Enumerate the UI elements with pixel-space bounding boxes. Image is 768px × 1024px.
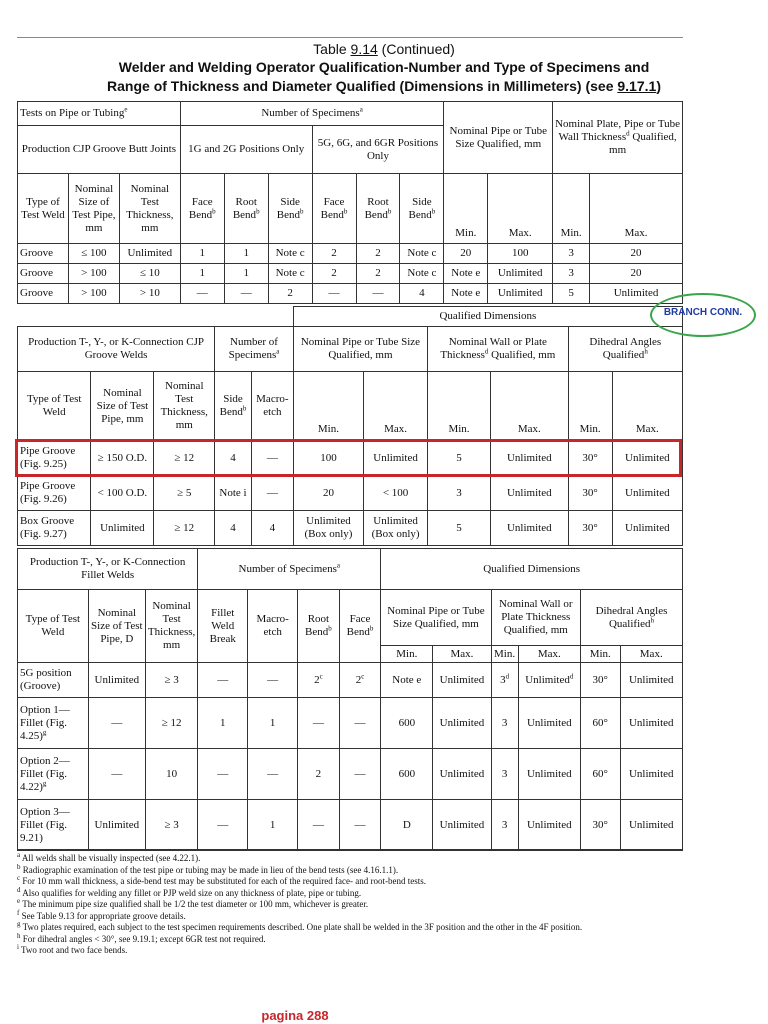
cell-type: Option 2— Fillet (Fig. 4.22)$^g$: [18, 749, 89, 800]
col-min: Min.: [491, 646, 518, 663]
cell-side: 4: [215, 441, 252, 476]
cell-dmin: 30°: [568, 441, 612, 476]
footnote: $^d$ Also qualifies for welding any fillet or PJP weld size on any thickness of plate, pipe or tubing.: [17, 885, 362, 898]
tests-on-header: Tests on Pipe or Tubing$^e$: [18, 102, 181, 126]
cell-pipe-max: 100: [488, 244, 553, 264]
cell-macro: 1: [248, 800, 298, 851]
cell-wmin: 5: [428, 511, 491, 546]
highlight-box: [15, 439, 682, 477]
cell-side-bend: 4: [400, 284, 444, 304]
cell-fillet: —: [198, 663, 248, 698]
wall-thickness-header: Nominal Wall or Plate Thickness$^d$ Qualified, mm: [428, 327, 569, 372]
pipe-size-header: Nominal Pipe or Tube Size Qualified, mm: [381, 590, 491, 646]
footnotes: [17, 853, 697, 957]
cell-nom-thk: > 10: [119, 284, 180, 304]
top-rule: [17, 37, 683, 38]
col-min: Min.: [293, 372, 363, 441]
cell-macro: 4: [251, 511, 293, 546]
col-nom-thk: Nominal Test Thickness, mm: [145, 590, 197, 663]
cell-face: —: [339, 800, 381, 851]
cell-pmin: Unlimited (Box only): [293, 511, 363, 546]
table-row: [18, 476, 683, 511]
col-max: Max.: [488, 174, 553, 244]
cell-root-bend: —: [224, 284, 268, 304]
table-body: [18, 663, 683, 851]
cell-pmin: D: [381, 800, 433, 851]
cell-size: < 100 O.D.: [91, 476, 154, 511]
cell-side: 4: [215, 511, 252, 546]
cell-dmin: 30°: [568, 511, 612, 546]
cell-face-bend: 1: [180, 264, 224, 284]
col-max: Max.: [364, 372, 428, 441]
col-type: Type of Test Weld: [18, 174, 69, 244]
cell-thk: ≥ 12: [154, 441, 215, 476]
cell-nom-size: > 100: [68, 264, 119, 284]
cell-wmin: 3: [491, 698, 518, 749]
cell-wmax: Unlimited: [518, 800, 580, 851]
cjp-groove-table: [17, 306, 683, 546]
table-header: [0, 40, 768, 96]
cell-root-bend: 2: [356, 264, 400, 284]
cell-face: 2$^c$: [339, 663, 381, 698]
page-number: pagina 288: [261, 1008, 329, 1023]
col-face-bend: Face Bend$^b$: [180, 174, 224, 244]
col-face-bend: Face Bend$^b$: [312, 174, 356, 244]
cell-thk: ≥ 3: [145, 663, 197, 698]
cell-fillet: —: [198, 800, 248, 851]
cell-face-bend: 1: [180, 244, 224, 264]
cell-root: —: [298, 800, 340, 851]
col-nom-size: Nominal Size of Test Pipe, D: [88, 590, 145, 663]
col-side-bend: Side Bend$^b$: [215, 372, 252, 441]
cell-thk-min: 3: [553, 264, 590, 284]
cell-thk: ≥ 5: [154, 476, 215, 511]
production-header: Production T-, Y-, or K-Connection Fillet Welds: [18, 549, 198, 590]
table-row: [18, 284, 683, 304]
cell-thk-max: Unlimited: [590, 284, 683, 304]
col-nom-thk: Nominal Test Thickness, mm: [154, 372, 215, 441]
table-row: [18, 663, 683, 698]
col-nom-size: Nominal Size of Test Pipe, mm: [68, 174, 119, 244]
cell-root: 2$^c$: [298, 663, 340, 698]
num-specimens-header: Number of Specimens$^a$: [198, 549, 381, 590]
wall-thickness-header: Nominal Wall or Plate Thickness Qualified, mm: [491, 590, 580, 646]
cell-pmin: 600: [381, 749, 433, 800]
table-body: [18, 244, 683, 304]
table-title-line1: Welder and Welding Operator Qualification-Number and Type of Specimens and: [118, 59, 650, 75]
cell-wmin: 3: [491, 749, 518, 800]
cell-pmax: Unlimited: [433, 800, 491, 851]
cell-wmin: 5: [428, 441, 491, 476]
qualified-dimensions-header: Qualified Dimensions: [381, 549, 683, 590]
cell-thk: ≥ 12: [154, 511, 215, 546]
cell-dmin: 30°: [568, 476, 612, 511]
cell-pmax: Unlimited: [433, 698, 491, 749]
cell-side-bend: Note c: [268, 244, 312, 264]
cell-dmax: Unlimited: [620, 800, 683, 851]
table-row: [18, 800, 683, 851]
cell-nom-thk: ≤ 10: [119, 264, 180, 284]
cell-face: —: [339, 749, 381, 800]
cell-wmax: Unlimited: [490, 476, 568, 511]
cell-thk-min: 3: [553, 244, 590, 264]
table-row: [18, 244, 683, 264]
cell-type: Groove: [18, 284, 69, 304]
cell-root: 2: [298, 749, 340, 800]
cell-pipe-min: Note e: [444, 264, 488, 284]
cell-dmax: Unlimited: [612, 476, 682, 511]
num-specimens-header: Number of Specimens$^a$: [180, 102, 444, 126]
cell-macro: —: [248, 749, 298, 800]
cell-face-bend: 2: [312, 244, 356, 264]
dihedral-header: Dihedral Angles Qualified$^h$: [568, 327, 682, 372]
col-min: Min.: [553, 174, 590, 244]
cell-pmax: Unlimited: [433, 749, 491, 800]
cell-dmax: Unlimited: [620, 749, 683, 800]
cell-dmin: 60°: [580, 698, 620, 749]
col-face-bend: Face Bend$^b$: [339, 590, 381, 663]
col-type: Type of Test Weld: [18, 372, 91, 441]
cell-size: Unlimited: [88, 663, 145, 698]
footnote: $^h$ For dihedral angles < 30°, see 9.19.1; except 6GR test not required.: [17, 931, 266, 944]
col-max: Max.: [612, 372, 682, 441]
footnote: $^c$ For 10 mm wall thickness, a side-bend test may be substituted for each of the required face- and root-bend tests.: [17, 874, 426, 886]
cell-face: —: [339, 698, 381, 749]
cell-macro: —: [248, 663, 298, 698]
cell-pmax: Unlimited: [433, 663, 491, 698]
num-specimens-header: Number of Specimens$^a$: [215, 327, 294, 372]
cell-root: —: [298, 698, 340, 749]
table-title-line2: Range of Thickness and Diameter Qualified (Dimensions in Millimeters) (see 9.17.1): [107, 78, 661, 94]
col-min: Min.: [568, 372, 612, 441]
col-side-bend: Side Bend$^b$: [400, 174, 444, 244]
cell-face-bend: —: [312, 284, 356, 304]
cell-dmin: 60°: [580, 749, 620, 800]
cell-side-bend: Note c: [400, 244, 444, 264]
col-min: Min.: [444, 174, 488, 244]
cell-nom-thk: Unlimited: [119, 244, 180, 264]
cell-dmax: Unlimited: [620, 663, 683, 698]
cell-nom-size: > 100: [68, 284, 119, 304]
cell-face-bend: —: [180, 284, 224, 304]
cell-pmin: 20: [293, 476, 363, 511]
col-min: Min.: [428, 372, 491, 441]
cell-dmin: 30°: [580, 663, 620, 698]
col-max: Max.: [490, 372, 568, 441]
col-nom-thk: Nominal Test Thickness, mm: [119, 174, 180, 244]
cell-macro: —: [251, 441, 293, 476]
pipe-size-header: Nominal Pipe or Tube Size Qualified, mm: [293, 327, 427, 372]
cell-size: Unlimited: [88, 800, 145, 851]
table-row: [18, 511, 683, 546]
cell-size: —: [88, 749, 145, 800]
qualified-dimensions-header: Qualified Dimensions: [293, 307, 682, 327]
cell-dmax: Unlimited: [612, 511, 682, 546]
cell-size: Unlimited: [91, 511, 154, 546]
footnote: $^a$ All welds shall be visually inspected (see 4.22.1).: [17, 851, 201, 863]
footnote: $^f$ See Table 9.13 for appropriate groove details.: [17, 908, 186, 921]
col-root-bend: Root Bend$^b$: [224, 174, 268, 244]
fillet-weld-table: [17, 548, 683, 851]
cell-dmax: Unlimited: [620, 698, 683, 749]
cell-type: Option 3— Fillet (Fig. 9.21): [18, 800, 89, 851]
cell-type: Option 1— Fillet (Fig. 4.25)$^g$: [18, 698, 89, 749]
table-number: Table 9.14 (Continued): [313, 41, 455, 57]
cell-wmax: Unlimited: [518, 749, 580, 800]
footnote: $^i$ Two root and two face bends.: [17, 943, 128, 955]
col-root-bend: Root Bend$^b$: [298, 590, 340, 663]
positions-5g-header: 5G, 6G, and 6GR Positions Only: [312, 126, 444, 174]
cell-nom-size: ≤ 100: [68, 244, 119, 264]
cell-type: Pipe Groove (Fig. 9.25): [18, 441, 91, 476]
col-max: Max.: [518, 646, 580, 663]
cell-thk-min: 5: [553, 284, 590, 304]
table-row: [18, 749, 683, 800]
cell-fillet: 1: [198, 698, 248, 749]
col-max: Max.: [620, 646, 683, 663]
cell-root-bend: 1: [224, 244, 268, 264]
production-header: Production T-, Y-, or K-Connection CJP Groove Welds: [18, 327, 215, 372]
cell-root-bend: 2: [356, 244, 400, 264]
footnote: $^g$ Two plates required, each subject to the test specimen requirements described. One plate shall be welded in the 3F position and the other in the 4F position.: [17, 920, 583, 932]
cell-pmin: 100: [293, 441, 363, 476]
col-max: Max.: [433, 646, 491, 663]
table-row: [18, 698, 683, 749]
cell-thk: ≥ 12: [145, 698, 197, 749]
col-macroetch: Macro- etch: [251, 372, 293, 441]
col-fillet-break: Fillet Weld Break: [198, 590, 248, 663]
cell-pipe-min: Note e: [444, 284, 488, 304]
footnote: $^b$ Radiographic examination of the test pipe or tubing may be made in lieu of the bend tests (see 4.16.1.1).: [17, 862, 399, 875]
col-type: Type of Test Weld: [18, 590, 89, 663]
col-macroetch: Macro- etch: [248, 590, 298, 663]
cell-wmax: Unlimited: [490, 511, 568, 546]
cell-pipe-max: Unlimited: [488, 284, 553, 304]
cell-side-bend: 2: [268, 284, 312, 304]
cell-thk-max: 20: [590, 264, 683, 284]
cell-thk-max: 20: [590, 244, 683, 264]
cell-size: —: [88, 698, 145, 749]
cell-pmax: < 100: [364, 476, 428, 511]
cell-pipe-min: 20: [444, 244, 488, 264]
cell-pmax: Unlimited (Box only): [364, 511, 428, 546]
cell-type: Groove: [18, 244, 69, 264]
footnote: $^e$ The minimum pipe size qualified shall be 1/2 the test diameter or 100 mm, whichever is greater.: [17, 897, 369, 909]
cell-side-bend: Note c: [400, 264, 444, 284]
cell-fillet: —: [198, 749, 248, 800]
cell-pipe-max: Unlimited: [488, 264, 553, 284]
cell-type: Box Groove (Fig. 9.27): [18, 511, 91, 546]
cell-wmax: Unlimited: [490, 441, 568, 476]
col-max: Max.: [590, 174, 683, 244]
col-min: Min.: [381, 646, 433, 663]
bottom-rule: [17, 849, 683, 850]
production-header: Production CJP Groove Butt Joints: [18, 126, 181, 174]
col-min: Min.: [580, 646, 620, 663]
annotation-label: BRANCH CONN.: [663, 307, 743, 318]
cell-side-bend: Note c: [268, 264, 312, 284]
cell-pmin: Note e: [381, 663, 433, 698]
table-row: [18, 264, 683, 284]
dihedral-header: Dihedral Angles Qualified$^h$: [580, 590, 682, 646]
cell-pmin: 600: [381, 698, 433, 749]
col-side-bend: Side Bend$^b$: [268, 174, 312, 244]
cell-dmax: Unlimited: [612, 441, 682, 476]
positions-1g-header: 1G and 2G Positions Only: [180, 126, 312, 174]
cell-type: 5G position (Groove): [18, 663, 89, 698]
col-nom-size: Nominal Size of Test Pipe, mm: [91, 372, 154, 441]
cell-macro: —: [251, 476, 293, 511]
pipe-size-header: Nominal Pipe or Tube Size Qualified, mm: [444, 102, 553, 174]
cell-size: ≥ 150 O.D.: [91, 441, 154, 476]
cell-root-bend: —: [356, 284, 400, 304]
cell-dmin: 30°: [580, 800, 620, 851]
cell-wmin: 3$^d$: [491, 663, 518, 698]
groove-butt-table: [17, 101, 683, 304]
cell-thk: ≥ 3: [145, 800, 197, 851]
cell-macro: 1: [248, 698, 298, 749]
cell-wmax: Unlimited: [518, 698, 580, 749]
cell-wmin: 3: [491, 800, 518, 851]
plate-thickness-header: Nominal Plate, Pipe or Tube Wall Thickness$^d$ Qualified, mm: [553, 102, 683, 174]
cell-pmax: Unlimited: [364, 441, 428, 476]
cell-root-bend: 1: [224, 264, 268, 284]
col-root-bend: Root Bend$^b$: [356, 174, 400, 244]
cell-face-bend: 2: [312, 264, 356, 284]
cell-side: Note i: [215, 476, 252, 511]
cell-type: Pipe Groove (Fig. 9.26): [18, 476, 91, 511]
cell-thk: 10: [145, 749, 197, 800]
cell-wmax: Unlimited$^d$: [518, 663, 580, 698]
cell-type: Groove: [18, 264, 69, 284]
cell-wmin: 3: [428, 476, 491, 511]
